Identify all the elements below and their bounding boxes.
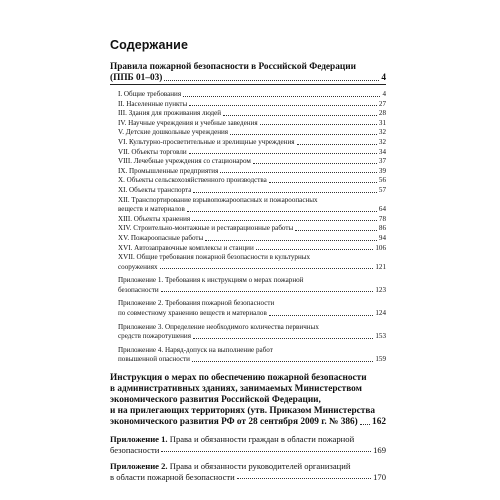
section-title-line4: и на прилегающих территориях (утв. Приказом Министерства [110, 406, 376, 417]
dot-leader [193, 338, 373, 339]
entry-label: по совместному хранению веществ и материалов [118, 309, 267, 318]
entry-row [118, 90, 386, 100]
entry-label-line2: веществ и материалов [118, 205, 185, 214]
dot-leader [237, 478, 371, 479]
toc-entry[interactable] [118, 224, 386, 234]
entry-row [118, 309, 386, 319]
toc-entry[interactable] [118, 148, 386, 158]
toc-section-instruction[interactable] [110, 373, 386, 428]
dot-leader [253, 163, 377, 164]
entry-label: I. Общие требования [118, 90, 182, 98]
page-number: 94 [378, 233, 386, 242]
toc-entry[interactable] [118, 119, 386, 129]
entry-label-line1: XII. Транспортирование взрывопожароопасных и пожароопасных [118, 195, 318, 204]
page-number: 37 [378, 157, 386, 166]
toc-appendix-entry[interactable] [118, 276, 386, 295]
entry-label: в области пожарной безопасности [110, 471, 235, 482]
entry-row [110, 445, 386, 456]
entry-label: V. Детские дошкольные учреждения [118, 128, 229, 137]
entry-label: IV. Научные учреждения и учебные заведения [118, 118, 258, 127]
toc-entry[interactable] [118, 157, 386, 167]
entry-row [118, 263, 386, 273]
dot-leader [187, 211, 377, 212]
dot-leader [360, 424, 370, 425]
page-number: 86 [378, 224, 386, 233]
section-title-line2: (ППБ 01–03) [110, 73, 163, 83]
page-number: 28 [378, 109, 386, 118]
entry-row [118, 205, 386, 215]
entry-label: XIII. Объекты хранения [118, 214, 191, 223]
entry-label: XI. Объекты транспорта [118, 185, 192, 194]
dot-leader [161, 451, 371, 452]
toc-appendix-entry[interactable] [118, 346, 386, 365]
dot-leader [160, 268, 374, 269]
toc-entry[interactable] [118, 138, 386, 148]
entry-label-line1: Приложение 4. Наряд-допуск на выполнение работ [118, 345, 273, 354]
page-number: 39 [378, 166, 386, 175]
page-number: 31 [378, 118, 386, 127]
section-divider [110, 84, 386, 85]
page-number: 170 [373, 471, 386, 482]
entry-label: III. Здания для проживания людей [118, 109, 222, 118]
toc-entry[interactable] [118, 100, 386, 110]
dot-leader [269, 182, 377, 183]
entry-row [118, 138, 386, 148]
toc-entry[interactable] [118, 90, 386, 100]
dot-leader [189, 153, 377, 154]
toc-entry[interactable] [118, 234, 386, 244]
appendix-number: Приложение 2. [110, 461, 168, 472]
entry-row [118, 186, 386, 196]
dot-leader [192, 361, 373, 362]
page-number: 106 [375, 243, 386, 252]
section-title-line2: в административных зданиях, занимаемых Министерством [110, 384, 362, 395]
page-number: 34 [378, 147, 386, 156]
entry-row [118, 109, 386, 119]
entry-row [118, 167, 386, 177]
page-number: 78 [378, 214, 386, 223]
entry-label-line1: Приложение 3. Определение необходимого количества первичных [118, 322, 319, 331]
dot-leader [295, 230, 377, 231]
toc-entry[interactable] [118, 244, 386, 254]
dot-leader [192, 220, 377, 221]
dot-leader [260, 124, 377, 125]
section-title-line1: Правила пожарной безопасности в Российской Федерации [110, 62, 356, 72]
toc-entry[interactable] [118, 176, 386, 186]
page-number: 27 [378, 99, 386, 108]
entry-label: XVI. Автозаправочные комплексы и станции [118, 243, 254, 252]
dot-leader [269, 315, 374, 316]
appendix-title: Права и обязанности руководителей организаций [169, 461, 351, 472]
page-title: Содержание [110, 38, 189, 52]
toc-appendix-main[interactable] [110, 461, 386, 482]
entry-label-line1: Приложение 1. Требования к инструкциям о мерах пожарной [118, 276, 304, 285]
entry-row [118, 128, 386, 138]
page-number: 124 [375, 309, 386, 318]
toc-entry[interactable] [118, 128, 386, 138]
entry-label: повышенной опасности [118, 355, 190, 364]
entry-label-line2: сооружениях [118, 262, 158, 271]
dot-leader [205, 240, 377, 241]
entry-row [118, 148, 386, 158]
entry-row [118, 119, 386, 129]
entry-label: VI. Культурно-просветительные и зрелищные учреждения [118, 137, 295, 146]
page-number: 56 [378, 176, 386, 185]
dot-leader [193, 192, 377, 193]
toc-appendix-main[interactable] [110, 434, 386, 455]
entry-row [118, 215, 386, 225]
entry-label: II. Населенные пункты [118, 99, 188, 108]
page-number: 159 [375, 355, 386, 364]
section-title-row [110, 73, 386, 84]
toc-entry[interactable] [118, 186, 386, 196]
entry-row [118, 176, 386, 186]
entry-row [118, 157, 386, 167]
section-title-line3: экономического развития Российской Федерации, [110, 395, 321, 406]
entry-label: IX. Промышленные предприятия [118, 166, 219, 175]
entry-row [118, 355, 386, 365]
entry-row [118, 234, 386, 244]
toc-appendix-entry[interactable] [118, 299, 386, 318]
entry-row [118, 332, 386, 342]
toc-appendix-entry[interactable] [118, 323, 386, 342]
section-title-line5: экономического развития РФ от 28 сентября 2009 г. № 386) [110, 417, 358, 428]
page-number: 4 [382, 90, 386, 98]
appendix-number: Приложение 1. [110, 434, 168, 445]
toc-entry-xii[interactable] [118, 196, 386, 215]
dot-leader [220, 172, 377, 173]
dot-leader [183, 96, 380, 97]
page-number: 57 [378, 185, 386, 194]
page-number: 169 [373, 444, 386, 455]
dot-leader [223, 115, 377, 116]
section-entries [118, 90, 386, 365]
entry-label-line1 [110, 461, 386, 472]
page-number: 4 [381, 73, 386, 83]
dot-leader [161, 291, 374, 292]
entry-label: X. Объекты сельскохозяйственного производства [118, 176, 267, 185]
toc-entry[interactable] [118, 215, 386, 225]
dot-leader [164, 80, 379, 81]
toc-entry[interactable] [118, 109, 386, 119]
section-title-row [110, 417, 386, 428]
page-number: 32 [378, 128, 386, 137]
toc-entry[interactable] [118, 167, 386, 177]
entry-label: VIII. Лечебные учреждения со стационаром [118, 157, 251, 166]
table-of-contents [110, 62, 386, 482]
page-number: 153 [375, 332, 386, 341]
entry-label: VII. Объекты торговли [118, 147, 187, 156]
entry-label-line1 [110, 434, 386, 445]
entry-row [118, 100, 386, 110]
dot-leader [189, 105, 377, 106]
entry-row [118, 224, 386, 234]
entry-label: безопасности [118, 285, 159, 294]
entry-label: средств пожаротушения [118, 332, 191, 341]
entry-label: безопасности [110, 444, 160, 455]
page-number: 64 [378, 205, 386, 214]
dot-leader [297, 144, 377, 145]
entry-row [118, 244, 386, 254]
page-number: 121 [375, 262, 386, 271]
toc-section-ppb[interactable] [110, 62, 386, 84]
page-number: 32 [378, 137, 386, 146]
entry-label-line1: XVII. Общие требования пожарной безопасности в культурных [118, 253, 311, 262]
entry-label: XIV. Строительно-монтажные и реставрационные работы [118, 224, 294, 233]
entry-row [110, 472, 386, 483]
dot-leader [256, 249, 374, 250]
section-title-line1: Инструкция о мерах по обеспечению пожарной безопасности [110, 373, 367, 384]
entry-label: XV. Пожароопасные работы [118, 233, 204, 242]
entry-label-line1: Приложение 2. Требования пожарной безопасности [118, 299, 275, 308]
page-number: 162 [372, 417, 386, 428]
appendix-title: Права и обязанности граждан в области пожарной [169, 434, 355, 445]
toc-entry-xvii[interactable] [118, 253, 386, 272]
entry-row [118, 286, 386, 296]
page-number: 123 [375, 285, 386, 294]
dot-leader [230, 134, 377, 135]
